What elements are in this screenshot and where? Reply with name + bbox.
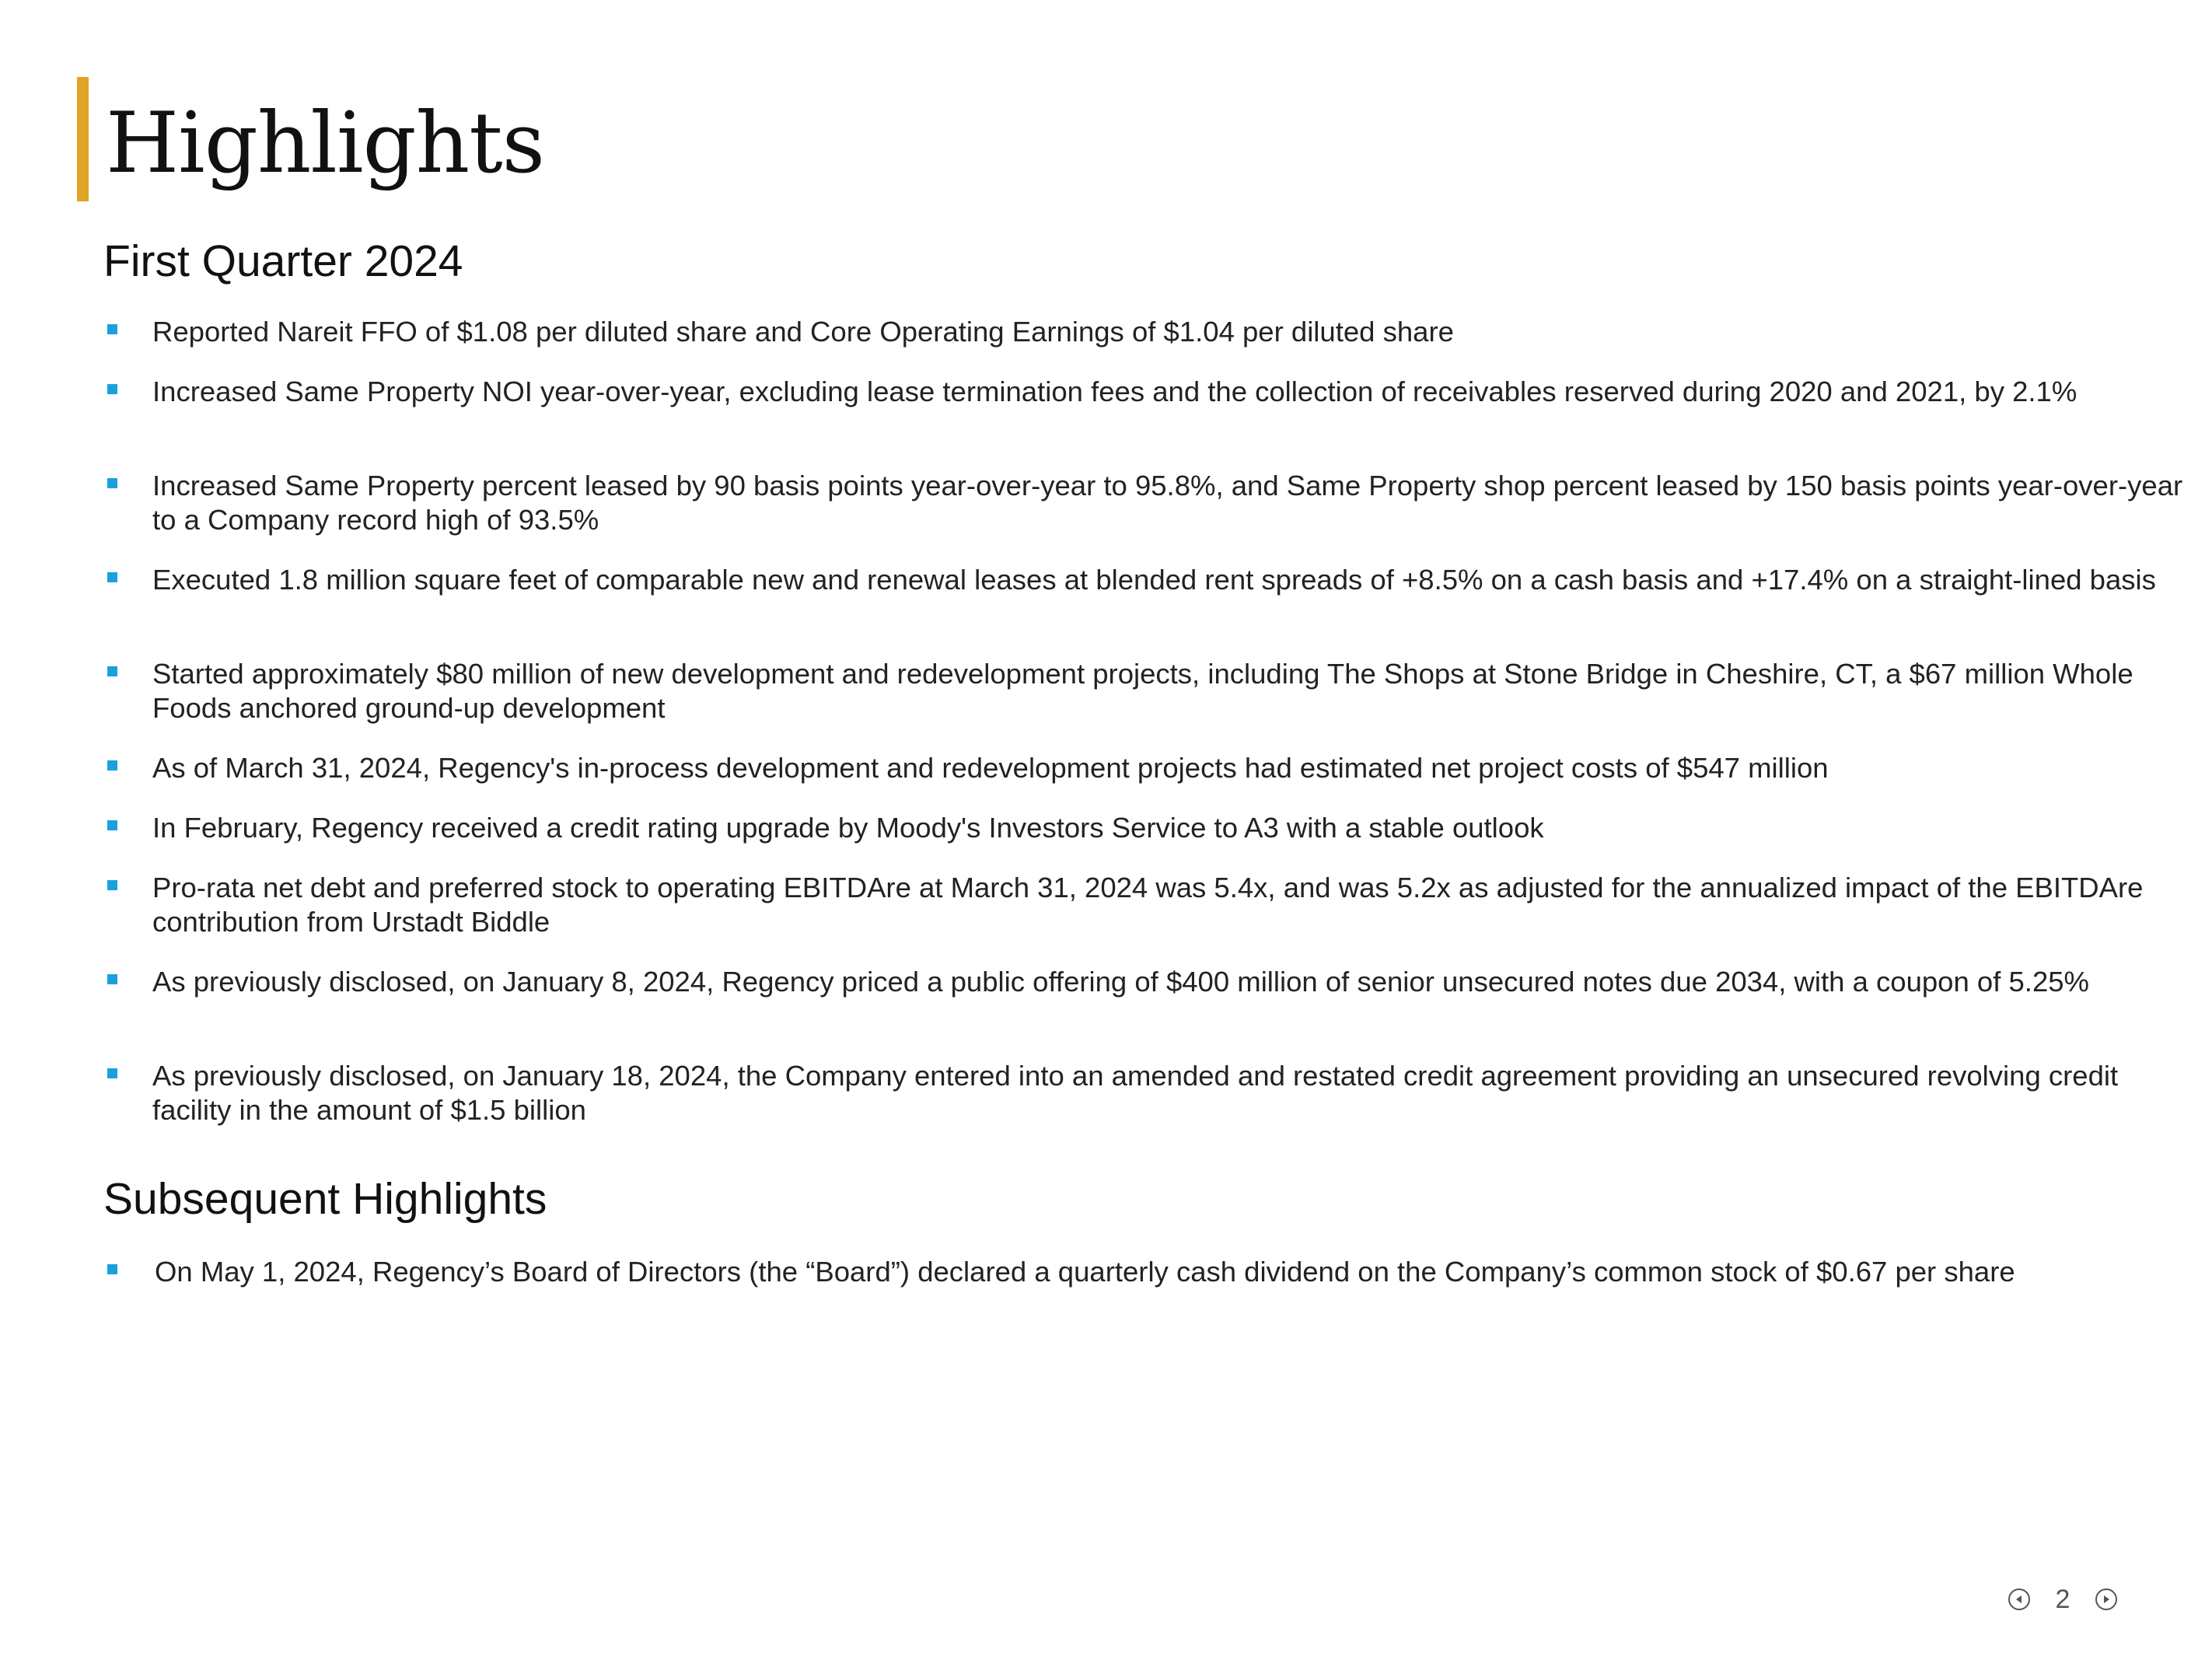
list-item-text: In February, Regency received a credit rating upgrade by Moody's Investors Service to A3 with a stable outlook [152,812,1544,844]
bullet-square-icon [107,1068,117,1078]
list-item-text: As of March 31, 2024, Regency's in-process development and redevelopment projects had estimated net project costs of $547 million [152,752,1829,784]
page-title: Highlights [106,95,545,192]
bullet-square-icon [107,384,117,394]
bullet-square-icon [107,572,117,582]
list-item-text: Reported Nareit FFO of $1.08 per diluted share and Core Operating Earnings of $1.04 per diluted share [152,316,1454,348]
list-item-text: Pro-rata net debt and preferred stock to operating EBITDAre at March 31, 2024 was 5.4x, and was 5.2x as adjusted for the annualized impact of the EBITDAre contribution from Urstadt Biddle [152,872,2144,938]
list-item-text: As previously disclosed, on January 8, 2024, Regency priced a public offering of $400 million of senior unsecured notes due 2034, with a coupon of 5.25% [152,966,2090,998]
section-heading-subsequent: Subsequent Highlights [103,1174,547,1224]
bullet-square-icon [107,760,117,771]
list-item-text: Increased Same Property percent leased by 90 basis points year-over-year to 95.8%, and Same Property shop percent leased by 150 basis points year-over-year to a Company record high of 93.5% [152,470,2183,536]
list-item-text: Increased Same Property NOI year-over-year, excluding lease termination fees and the collection of receivables reserved during 2020 and 2021, by 2.1% [152,376,2077,407]
bullet-square-icon [107,820,117,830]
list-item-text: As previously disclosed, on January 18, 2024, the Company entered into an amended and restated credit agreement providing an unsecured revolving credit facility in the amount of $1.5 billion [152,1060,2119,1126]
bullet-square-icon [107,1264,117,1274]
bullet-square-icon [107,324,117,334]
bullet-square-icon [107,880,117,890]
list-item-text: Started approximately $80 million of new development and redevelopment projects, including The Shops at Stone Bridge in Cheshire, CT, a $67 million Whole Foods anchored ground-up development [152,658,2133,724]
list-item-text: Executed 1.8 million square feet of comparable new and renewal leases at blended rent spreads of +8.5% on a cash basis and +17.4% on a straight-lined basis [152,564,2156,596]
title-accent-bar [77,77,89,201]
pagination [2008,1583,2117,1617]
prev-page-icon[interactable] [2008,1588,2030,1610]
page-number: 2 [2055,1585,2070,1614]
bullet-square-icon [107,974,117,984]
bullet-square-icon [107,478,117,488]
bullet-square-icon [107,666,117,676]
section-heading-first-quarter: First Quarter 2024 [103,236,463,286]
list-item-text: On May 1, 2024, Regency’s Board of Directors (the “Board”) declared a quarterly cash dividend on the Company’s common stock of $0.67 per share [155,1256,2015,1288]
next-page-icon[interactable] [2095,1588,2117,1610]
